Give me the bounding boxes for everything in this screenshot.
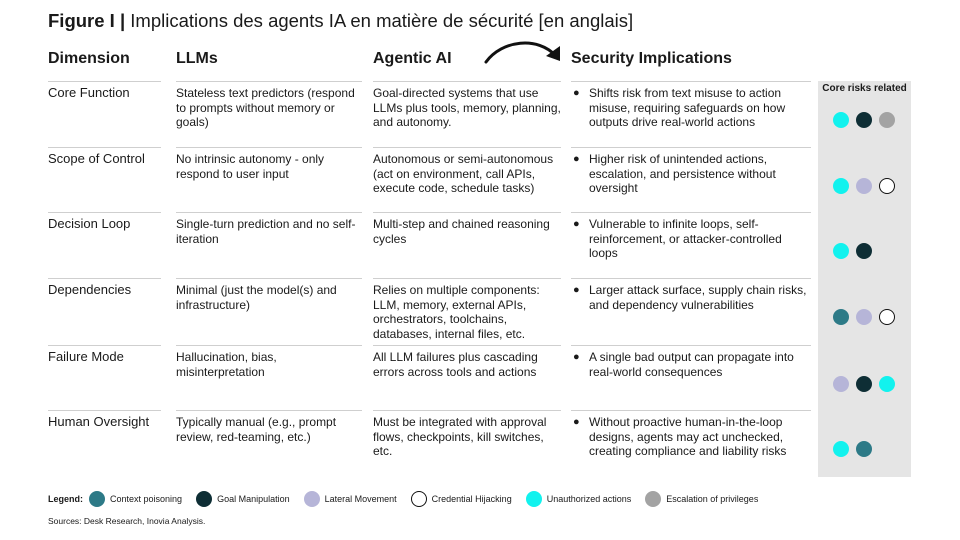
llms-cell: Minimal (just the model(s) and infrastructure) (176, 278, 362, 345)
llms-cell: Single-turn prediction and no self-iteration (176, 212, 362, 278)
llms-cell: Hallucination, bias, misinterpretation (176, 345, 362, 410)
goal-manipulation-dot-icon (856, 376, 872, 392)
bullet-icon: ● (573, 218, 580, 230)
legend-item-label: Goal Manipulation (217, 494, 290, 504)
context-poisoning-legend-dot-icon (89, 491, 105, 507)
agentic-ai-cell: Relies on multiple components: LLM, memory, external APIs, orchestrators, toolchains, databases, internal files, etc. (373, 278, 561, 345)
dimension-cell: Scope of Control (48, 147, 161, 212)
core-risks-dots (833, 376, 895, 392)
context-poisoning-dot-icon (856, 441, 872, 457)
llms-cell: Typically manual (e.g., prompt review, red-teaming, etc.) (176, 410, 362, 477)
dimension-cell: Dependencies (48, 278, 161, 345)
legend-item-unauthorized-actions (526, 491, 632, 507)
lateral-movement-dot-icon (833, 376, 849, 392)
curved-arrow-icon (480, 36, 570, 70)
security-implication-text: Without proactive human-in-the-loop designs, agents may act unchecked, creating compliance and liability risks (589, 415, 787, 458)
bullet-icon: ● (573, 284, 580, 296)
legend-item-lateral-movement (304, 491, 397, 507)
header-security-implications: Security Implications (571, 50, 732, 67)
security-implication-text: Larger attack surface, supply chain risks, and dependency vulnerabilities (589, 283, 807, 312)
context-poisoning-dot-icon (833, 309, 849, 325)
bullet-icon: ● (573, 416, 580, 428)
security-implication-text: Higher risk of unintended actions, escalation, and persistence without oversight (589, 152, 776, 195)
escalation-privileges-legend-dot-icon (645, 491, 661, 507)
unauthorized-actions-dot-icon (879, 376, 895, 392)
unauthorized-actions-legend-dot-icon (526, 491, 542, 507)
lateral-movement-dot-icon (856, 309, 872, 325)
security-implication-text: A single bad output can propagate into real-world consequences (589, 350, 794, 379)
core-risks-dots (833, 309, 895, 325)
goal-manipulation-legend-dot-icon (196, 491, 212, 507)
dimension-cell: Human Oversight (48, 410, 161, 477)
security-implication-text: Shifts risk from text misuse to action misuse, requiring safeguards on how outputs drive real-world actions (589, 86, 786, 129)
legend-item-label: Unauthorized actions (546, 494, 632, 504)
sources-note: Sources: Desk Research, Inovia Analysis. (48, 516, 206, 526)
agentic-ai-cell: Multi-step and chained reasoning cycles (373, 212, 561, 278)
legend-item-label: Credential Hijacking (431, 494, 512, 504)
figure-title-text: Implications des agents IA en matière de sécurité [en anglais] (130, 10, 634, 31)
agentic-ai-cell: All LLM failures plus cascading errors across tools and actions (373, 345, 561, 410)
legend-item-escalation-privileges (645, 491, 758, 507)
credential-hijacking-dot-icon (879, 309, 895, 325)
figure-label: Figure I | (48, 10, 126, 31)
llms-cell: Stateless text predictors (respond to prompts without memory or goals) (176, 81, 362, 147)
unauthorized-actions-dot-icon (833, 178, 849, 194)
lateral-movement-legend-dot-icon (304, 491, 320, 507)
security-implication-cell (571, 410, 811, 477)
core-risks-dots (833, 441, 872, 457)
legend-item-goal-manipulation (196, 491, 290, 507)
goal-manipulation-dot-icon (856, 112, 872, 128)
core-risks-dots (833, 112, 895, 128)
dimension-cell: Failure Mode (48, 345, 161, 410)
credential-hijacking-legend-dot-icon (411, 491, 427, 507)
agentic-ai-cell: Must be integrated with approval flows, checkpoints, kill switches, etc. (373, 410, 561, 477)
bullet-icon: ● (573, 87, 580, 99)
unauthorized-actions-dot-icon (833, 112, 849, 128)
security-implication-cell (571, 345, 811, 410)
legend-item-label: Escalation of privileges (666, 494, 759, 504)
legend (48, 491, 772, 507)
bullet-icon: ● (573, 351, 580, 363)
lateral-movement-dot-icon (856, 178, 872, 194)
security-implication-cell (571, 212, 811, 278)
header-agentic-ai: Agentic AI (373, 50, 452, 67)
security-implication-cell (571, 278, 811, 345)
security-implication-text: Vulnerable to infinite loops, self-reinforcement, or attacker-controlled loops (589, 217, 782, 260)
security-implication-cell (571, 147, 811, 212)
legend-item-label: Context poisoning (110, 494, 183, 504)
goal-manipulation-dot-icon (856, 243, 872, 259)
escalation-privileges-dot-icon (879, 112, 895, 128)
security-implication-cell (571, 81, 811, 147)
core-risks-dots (833, 243, 872, 259)
header-dimension: Dimension (48, 50, 130, 67)
llms-cell: No intrinsic autonomy - only respond to user input (176, 147, 362, 212)
core-risks-dots (833, 178, 895, 194)
dimension-cell: Decision Loop (48, 212, 161, 278)
legend-item-label: Lateral Movement (324, 494, 397, 504)
legend-item-context-poisoning (89, 491, 182, 507)
dimension-cell: Core Function (48, 81, 161, 147)
header-llms: LLMs (176, 50, 218, 67)
core-risks-column-background (818, 81, 911, 477)
legend-label: Legend: (48, 494, 83, 504)
unauthorized-actions-dot-icon (833, 441, 849, 457)
credential-hijacking-dot-icon (879, 178, 895, 194)
figure-title (48, 10, 633, 32)
legend-item-credential-hijacking (411, 491, 512, 507)
agentic-ai-cell: Goal-directed systems that use LLMs plus tools, memory, planning, and autonomy. (373, 81, 561, 147)
core-risks-header: Core risks related (822, 83, 907, 94)
agentic-ai-cell: Autonomous or semi-autonomous (act on environment, call APIs, execute code, schedule tasks) (373, 147, 561, 212)
unauthorized-actions-dot-icon (833, 243, 849, 259)
bullet-icon: ● (573, 153, 580, 165)
